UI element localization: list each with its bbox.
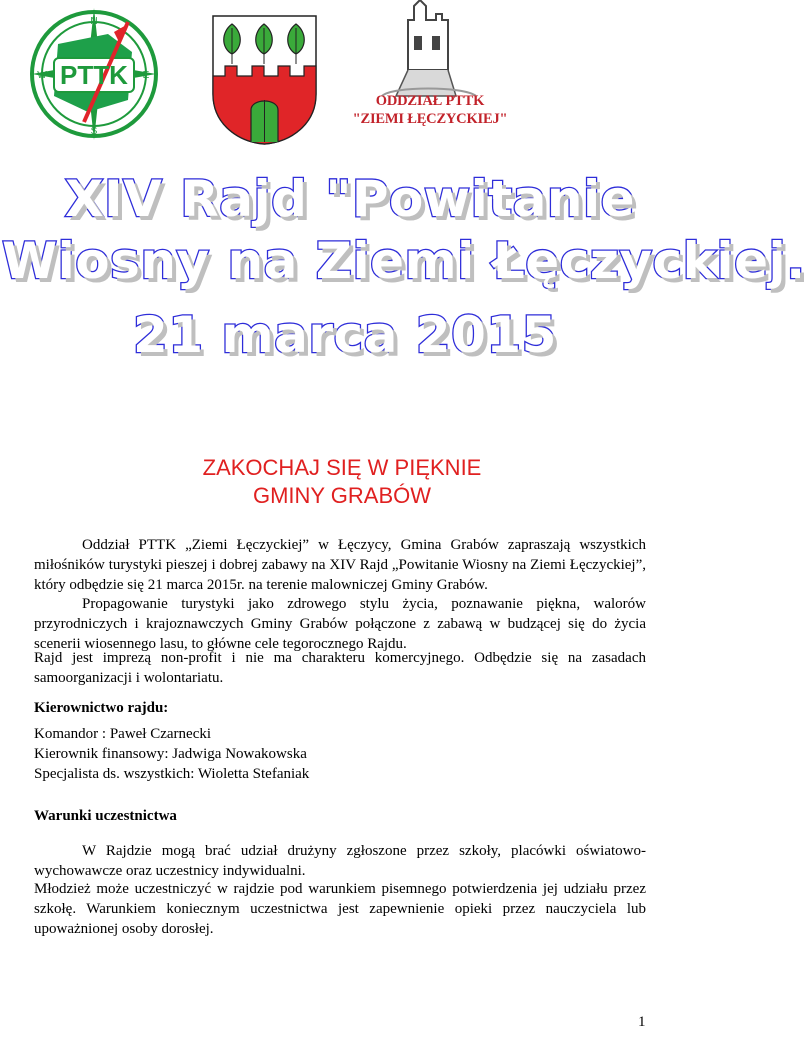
logo-header (0, 0, 700, 160)
conditions-heading: Warunki uczestnictwa (34, 808, 177, 824)
specialist-line: Specjalista ds. wszystkich: Wioletta Stefaniak (34, 766, 310, 782)
commander-line: Komandor : Paweł Czarnecki (34, 726, 212, 742)
title-line-3: 21 marca 2015 (133, 306, 557, 364)
svg-text:S: S (90, 126, 98, 137)
coat-of-arms (211, 14, 318, 146)
svg-text:W: W (37, 70, 47, 81)
nonprofit-paragraph: Rajd jest imprezą non-profit i nie ma charakteru komercyjnego. Odbędzie się na zasadach samoorganizacji i wolontariatu. (34, 650, 646, 686)
pttk-logo (28, 4, 160, 144)
finance-line: Kierownik finansowy: Jadwiga Nowakowska (34, 746, 307, 762)
teams-text: W Rajdzie mogą brać udział drużyny zgłoszone przez szkoły, placówki oświatowo-wychowawcze oraz uczestnicy indywidualni. (34, 843, 646, 879)
svg-text:N: N (90, 16, 98, 27)
branch-name-line2: "ZIEMI ŁĘCZYCKIEJ" (352, 111, 508, 127)
branch-name-line1: ODDZIAŁ PTTK (375, 93, 485, 109)
goals-text: Propagowanie turystyki jako zdrowego stylu życia, poznawanie piękna, walorów przyrodniczych i krajoznawczych Gminy Grabów połączone z zabawą w budzącej się do życia scenerii wiosennego lasu, to główne cele tegorocznego Rajdu. (34, 596, 646, 652)
pttk-logo-text: PTTK (60, 60, 128, 90)
branch-name (350, 92, 510, 128)
page-number: 1 (638, 1014, 646, 1030)
youth-paragraph: Młodzież może uczestniczyć w rajdzie pod warunkiem pisemnego potwierdzenia jej udziału przez szkołę. Warunkiem koniecznym uczestnictwa jest zapewnienie opieki przez nauczyciela lub upoważnionej osoby dorosłej. (34, 881, 646, 937)
teams-paragraph (34, 842, 646, 882)
svg-text:E: E (142, 70, 150, 81)
goals-paragraph (34, 595, 646, 654)
intro-paragraph (34, 536, 646, 595)
slogan-line-1: ZAKOCHAJ SIĘ W PIĘKNIE (202, 455, 482, 480)
intro-text: Oddział PTTK „Ziemi Łęczyckiej” w Łęczycy, Gmina Grabów zapraszają wszystkich miłośników turystyki pieszej i dobrej zabawy na XIV Rajd „Powitanie Wiosny na Ziemi Łęczyckiej”, który odbędzie się 21 marca 2015r. na terenie malowniczej Gminy Grabów. (34, 537, 646, 593)
slogan-line-2: GMINY GRABÓW (252, 483, 432, 508)
title-line-2: Wiosny na Ziemi Łęczyckiej. (2, 232, 806, 290)
title-line-1: XIV Rajd "Powitanie (65, 170, 635, 228)
management-heading: Kierownictwo rajdu: (34, 700, 169, 716)
